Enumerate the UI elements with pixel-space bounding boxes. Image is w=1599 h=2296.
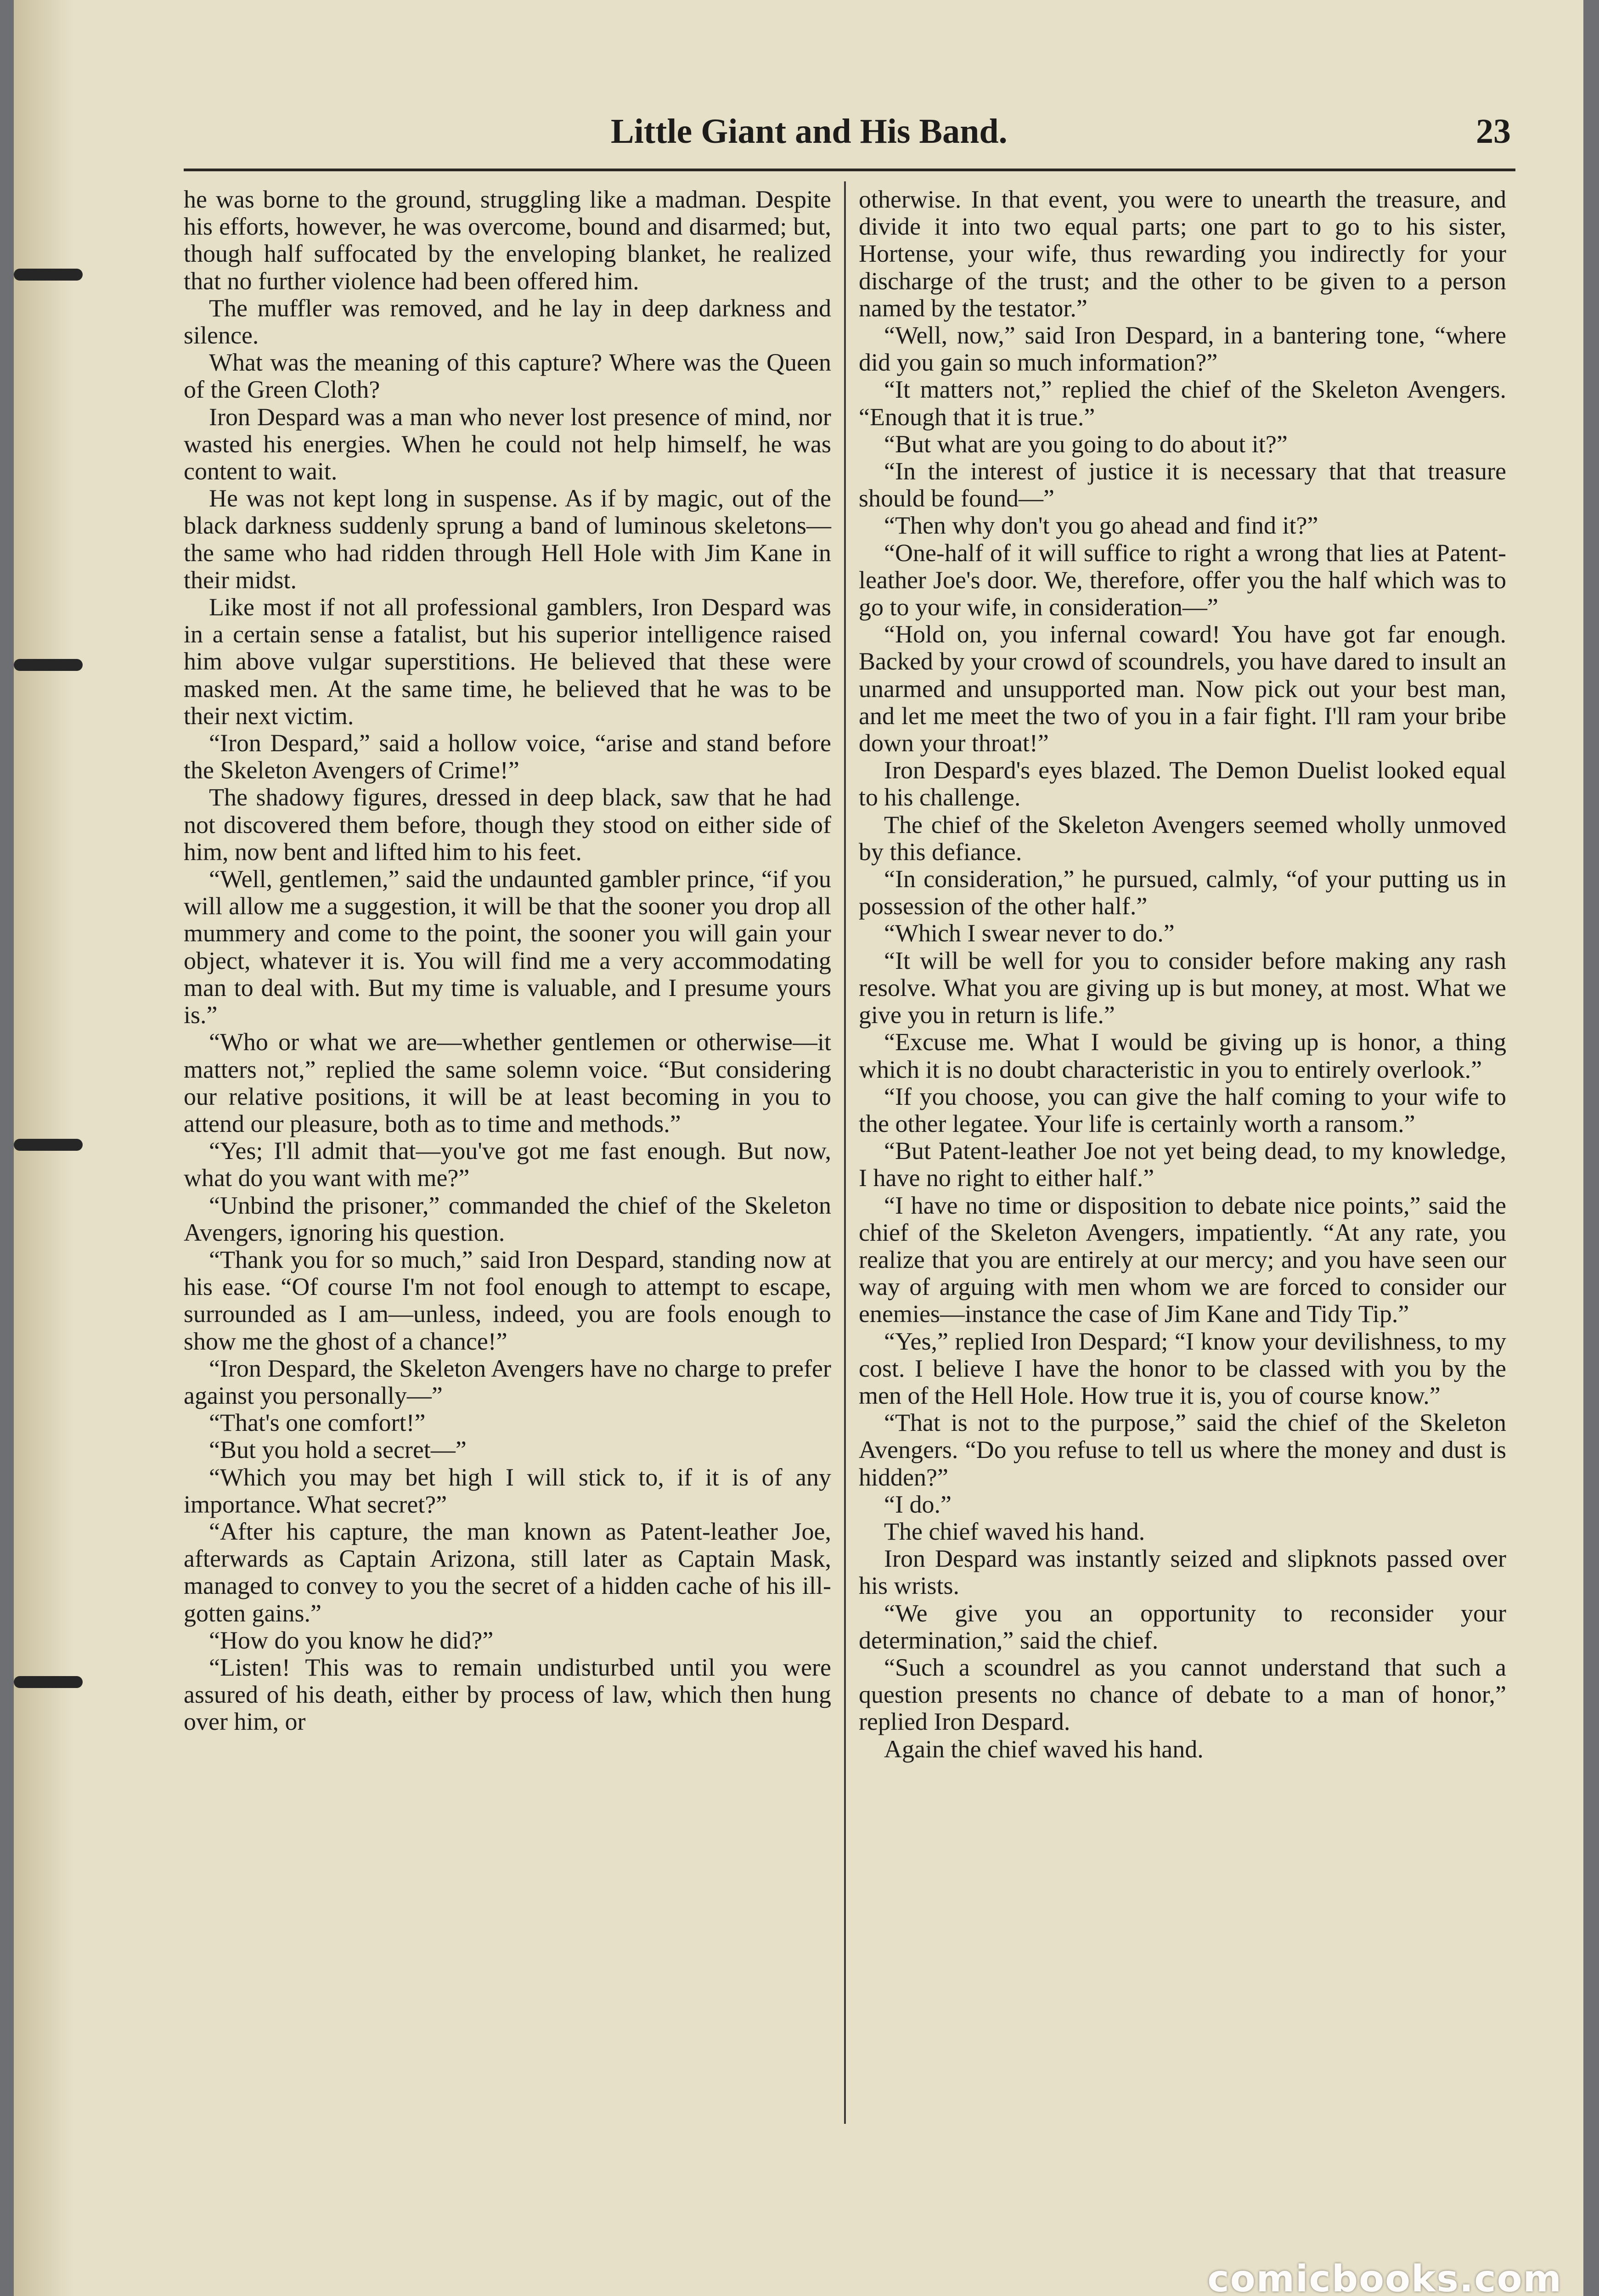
paragraph: “Iron Despard, the Skeleton Avengers have no charge to prefer against you personally—”: [184, 1354, 831, 1409]
paragraph: “Unbind the prisoner,” commanded the chief of the Skeleton Avengers, ignoring his question.: [184, 1191, 831, 1246]
left-column: [184, 186, 831, 1736]
right-column: [859, 186, 1506, 1763]
header-rule: [184, 169, 1515, 171]
paragraph: “But Patent-leather Joe not yet being dead, to my knowledge, I have no right to either half.”: [859, 1137, 1506, 1192]
paragraph: “Well, gentlemen,” said the undaunted gambler prince, “if you will allow me a suggestion, it will be that the sooner you drop all mummery and come to the point, the sooner you will gain your object, whatever it is. You will find me a very accommodating man to deal with. But my time is valuable, and I presume yours is.”: [184, 865, 831, 1029]
binding-stitch: [14, 659, 83, 671]
paragraph: Again the chief waved his hand.: [884, 1735, 1204, 1763]
paragraph: What was the meaning of this capture? Where was the Queen of the Green Cloth?: [184, 349, 831, 404]
paragraph: “In the interest of justice it is necessary that that treasure should be found—”: [859, 457, 1506, 512]
paragraph: “I do.”: [884, 1490, 952, 1518]
paragraph: The shadowy figures, dressed in deep black, saw that he had not discovered them before, though they stood on either side of him, now bent and lifted him to his feet.: [184, 783, 831, 866]
paragraph: “After his capture, the man known as Patent-leather Joe, afterwards as Captain Arizona, still later as Captain Mask, managed to convey to you the secret of a hidden cache of his ill-gotten gains.”: [184, 1517, 831, 1627]
running-title: Little Giant and His Band.: [611, 112, 1008, 151]
paragraph: “But what are you going to do about it?”: [884, 430, 1288, 458]
paragraph: “I have no time or disposition to debate nice points,” said the chief of the Skeleton Avengers, impatiently. “At any rate, you realize that you are entirely at our mercy; and you have seen our way of arguing with men whom we are forced to consider our enemies—instance the case of Jim Kane and Tidy Tip.”: [859, 1191, 1506, 1328]
paragraph: “In consideration,” he pursued, calmly, “of your putting us in possession of the other half.”: [859, 865, 1506, 920]
site-watermark: comicbooks.com: [1207, 2257, 1562, 2296]
paragraph: He was not kept long in suspense. As if by magic, out of the black darkness suddenly sprung a band of luminous skeletons—the same who had ridden through Hell Hole with Jim Kane in their midst.: [184, 484, 831, 594]
paragraph: “One-half of it will suffice to right a wrong that lies at Patent-leather Joe's door. We, therefore, offer you the half which was to go to your wife, in consideration—”: [859, 539, 1506, 621]
paragraph: “Then why don't you go ahead and find it?”: [884, 512, 1318, 540]
binding-stitch: [14, 1676, 83, 1688]
page-number: 23: [1476, 112, 1511, 151]
paragraph: “Hold on, you infernal coward! You have got far enough. Backed by your crowd of scoundrels, you have dared to insult an unarmed and unsupported man. Now pick out your best man, and let me meet the two of you in a fair fight. I'll ram your bribe down your throat!”: [859, 620, 1506, 757]
paragraph: “Thank you for so much,” said Iron Despard, standing now at his ease. “Of course I'm not fool enough to attempt to escape, surrounded as I am—unless, indeed, you are fools enough to show me the ghost of a chance!”: [184, 1245, 831, 1355]
paragraph: “How do you know he did?”: [209, 1626, 494, 1654]
binding-stitch: [14, 269, 83, 281]
paragraph: Like most if not all professional gamblers, Iron Despard was in a certain sense a fatalist, but his superior intelligence raised him above vulgar superstitions. He believed that these were masked men. At the same time, he believed that he was to be their next victim.: [184, 593, 831, 730]
paragraph: “That is not to the purpose,” said the chief of the Skeleton Avengers. “Do you refuse to tell us where the money and dust is hidden?”: [859, 1409, 1506, 1491]
paragraph: “We give you an opportunity to reconsider your determination,” said the chief.: [859, 1599, 1506, 1654]
paragraph: Iron Despard was a man who never lost presence of mind, nor wasted his energies. When he could not help himself, he was content to wait.: [184, 403, 831, 485]
paragraph: “Yes,” replied Iron Despard; “I know your devilishness, to my cost. I believe I have the honor to be classed with you by the men of the Hell Hole. How true it is, you of course know.”: [859, 1327, 1506, 1409]
paragraph: “It will be well for you to consider before making any rash resolve. What you are giving up is but money, at most. What we give you in return is life.”: [859, 946, 1506, 1029]
paragraph: “It matters not,” replied the chief of the Skeleton Avengers. “Enough that it is true.”: [859, 376, 1506, 431]
paragraph: “Such a scoundrel as you cannot understand that such a question presents no chance of debate to a man of honor,” replied Iron Despard.: [859, 1653, 1506, 1736]
paragraph: Iron Despard was instantly seized and slipknots passed over his wrists.: [859, 1545, 1506, 1600]
column-divider: [844, 181, 846, 2124]
paragraph: “Listen! This was to remain undisturbed until you were assured of his death, either by process of law, which then hung over him, or: [184, 1653, 831, 1736]
paragraph: otherwise. In that event, you were to unearth the treasure, and divide it into two equal parts; one part to go to his sister, Hortense, your wife, thus rewarding you indirectly for your discharge of the trust; and the other to be given to a person named by the testator.”: [859, 186, 1506, 322]
paragraph: “Yes; I'll admit that—you've got me fast enough. But now, what do you want with me?”: [184, 1137, 831, 1192]
paragraph: The chief of the Skeleton Avengers seemed wholly unmoved by this defiance.: [859, 810, 1506, 866]
paragraph: “But you hold a secret—”: [209, 1436, 467, 1464]
paragraph: “Which I swear never to do.”: [884, 919, 1175, 947]
paragraph: “Excuse me. What I would be giving up is honor, a thing which it is no doubt characteristic in you to entirely overlook.”: [859, 1028, 1506, 1083]
paragraph: The muffler was removed, and he lay in deep darkness and silence.: [184, 294, 831, 349]
paragraph: “Which you may bet high I will stick to, if it is of any importance. What secret?”: [184, 1463, 831, 1518]
paragraph: “That's one comfort!”: [209, 1409, 426, 1437]
paragraph: The chief waved his hand.: [884, 1517, 1145, 1545]
page-header: [184, 103, 1515, 158]
paragraph: Iron Despard's eyes blazed. The Demon Duelist looked equal to his challenge.: [859, 756, 1506, 811]
paragraph: “Who or what we are—whether gentlemen or otherwise—it matters not,” replied the same solemn voice. “But considering our relative positions, it will be at least becoming in you to attend our pleasure, both as to time and methods.”: [184, 1028, 831, 1137]
paragraph: “Iron Despard,” said a hollow voice, “arise and stand before the Skeleton Avengers of Crime!”: [184, 729, 831, 784]
binding-stitch: [14, 1139, 83, 1151]
paragraph: “If you choose, you can give the half coming to your wife to the other legatee. Your life is certainly worth a ransom.”: [859, 1082, 1506, 1137]
paragraph: “Well, now,” said Iron Despard, in a bantering tone, “where did you gain so much information?”: [859, 321, 1506, 377]
paragraph: he was borne to the ground, struggling like a madman. Despite his efforts, however, he was overcome, bound and disarmed; but, though half suffocated by the enveloping blanket, he realized that no further violence had been offered him.: [184, 186, 831, 295]
